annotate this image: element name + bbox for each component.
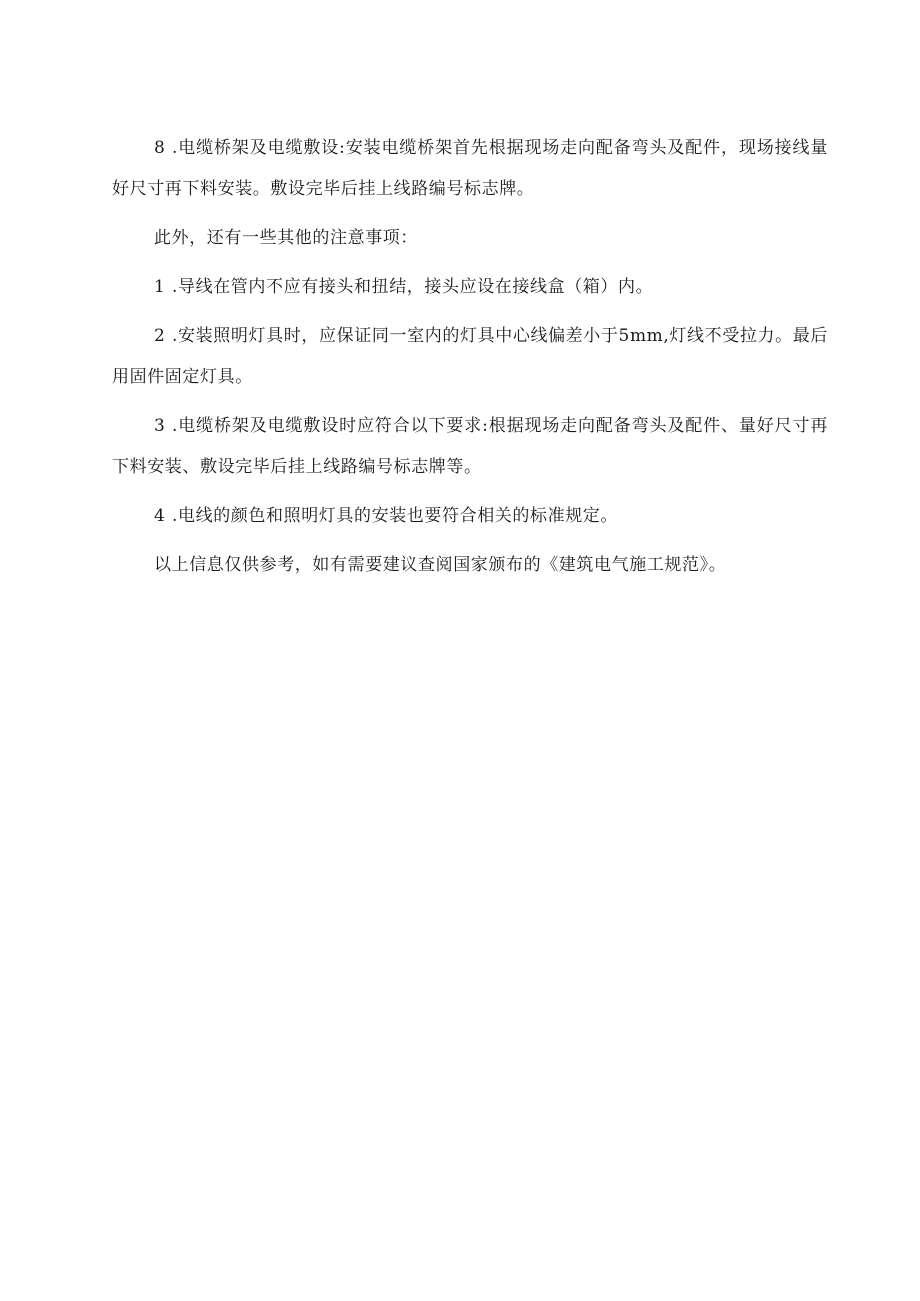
paragraph-item-1 xyxy=(112,267,828,308)
paragraph-item-2 xyxy=(112,316,828,398)
paragraph-text: 此外，还有一些其他的注意事项： xyxy=(154,228,418,248)
paragraph-intro-notes xyxy=(112,218,828,259)
paragraph-text: .安装照明灯具时，应保证同一室内的灯具中心线偏差小于5mm,灯线不受拉力。最后用固件固定灯具。 xyxy=(112,326,828,387)
paragraph-text: 以上信息仅供参考，如有需要建议查阅国家颁布的《建筑电气施工规范》。 xyxy=(154,555,727,575)
paragraph-text: .电缆桥架及电缆敷设时应符合以下要求:根据现场走向配备弯头及配件、量好尺寸再下料安装、敷设完毕后挂上线路编号标志牌等。 xyxy=(112,416,828,477)
paragraph-item-8 xyxy=(112,128,828,210)
paragraph-text: .电缆桥架及电缆敷设:安装电缆桥架首先根据现场走向配备弯头及配件，现场接线量好尺寸再下料安装。敷设完毕后挂上线路编号标志牌。 xyxy=(112,138,828,199)
document-body xyxy=(112,128,828,594)
item-number: 4 xyxy=(154,506,166,526)
item-number: 1 xyxy=(154,277,166,297)
paragraph-text: .电线的颜色和照明灯具的安装也要符合相关的标准规定。 xyxy=(172,506,619,526)
paragraph-item-4 xyxy=(112,496,828,537)
item-number: 8 xyxy=(154,138,166,158)
paragraph-text: .导线在管内不应有接头和扭结，接头应设在接线盒（箱）内。 xyxy=(172,277,654,297)
item-number: 3 xyxy=(154,416,166,436)
paragraph-closing-note xyxy=(112,545,828,586)
item-number: 2 xyxy=(154,326,166,346)
paragraph-item-3 xyxy=(112,406,828,488)
